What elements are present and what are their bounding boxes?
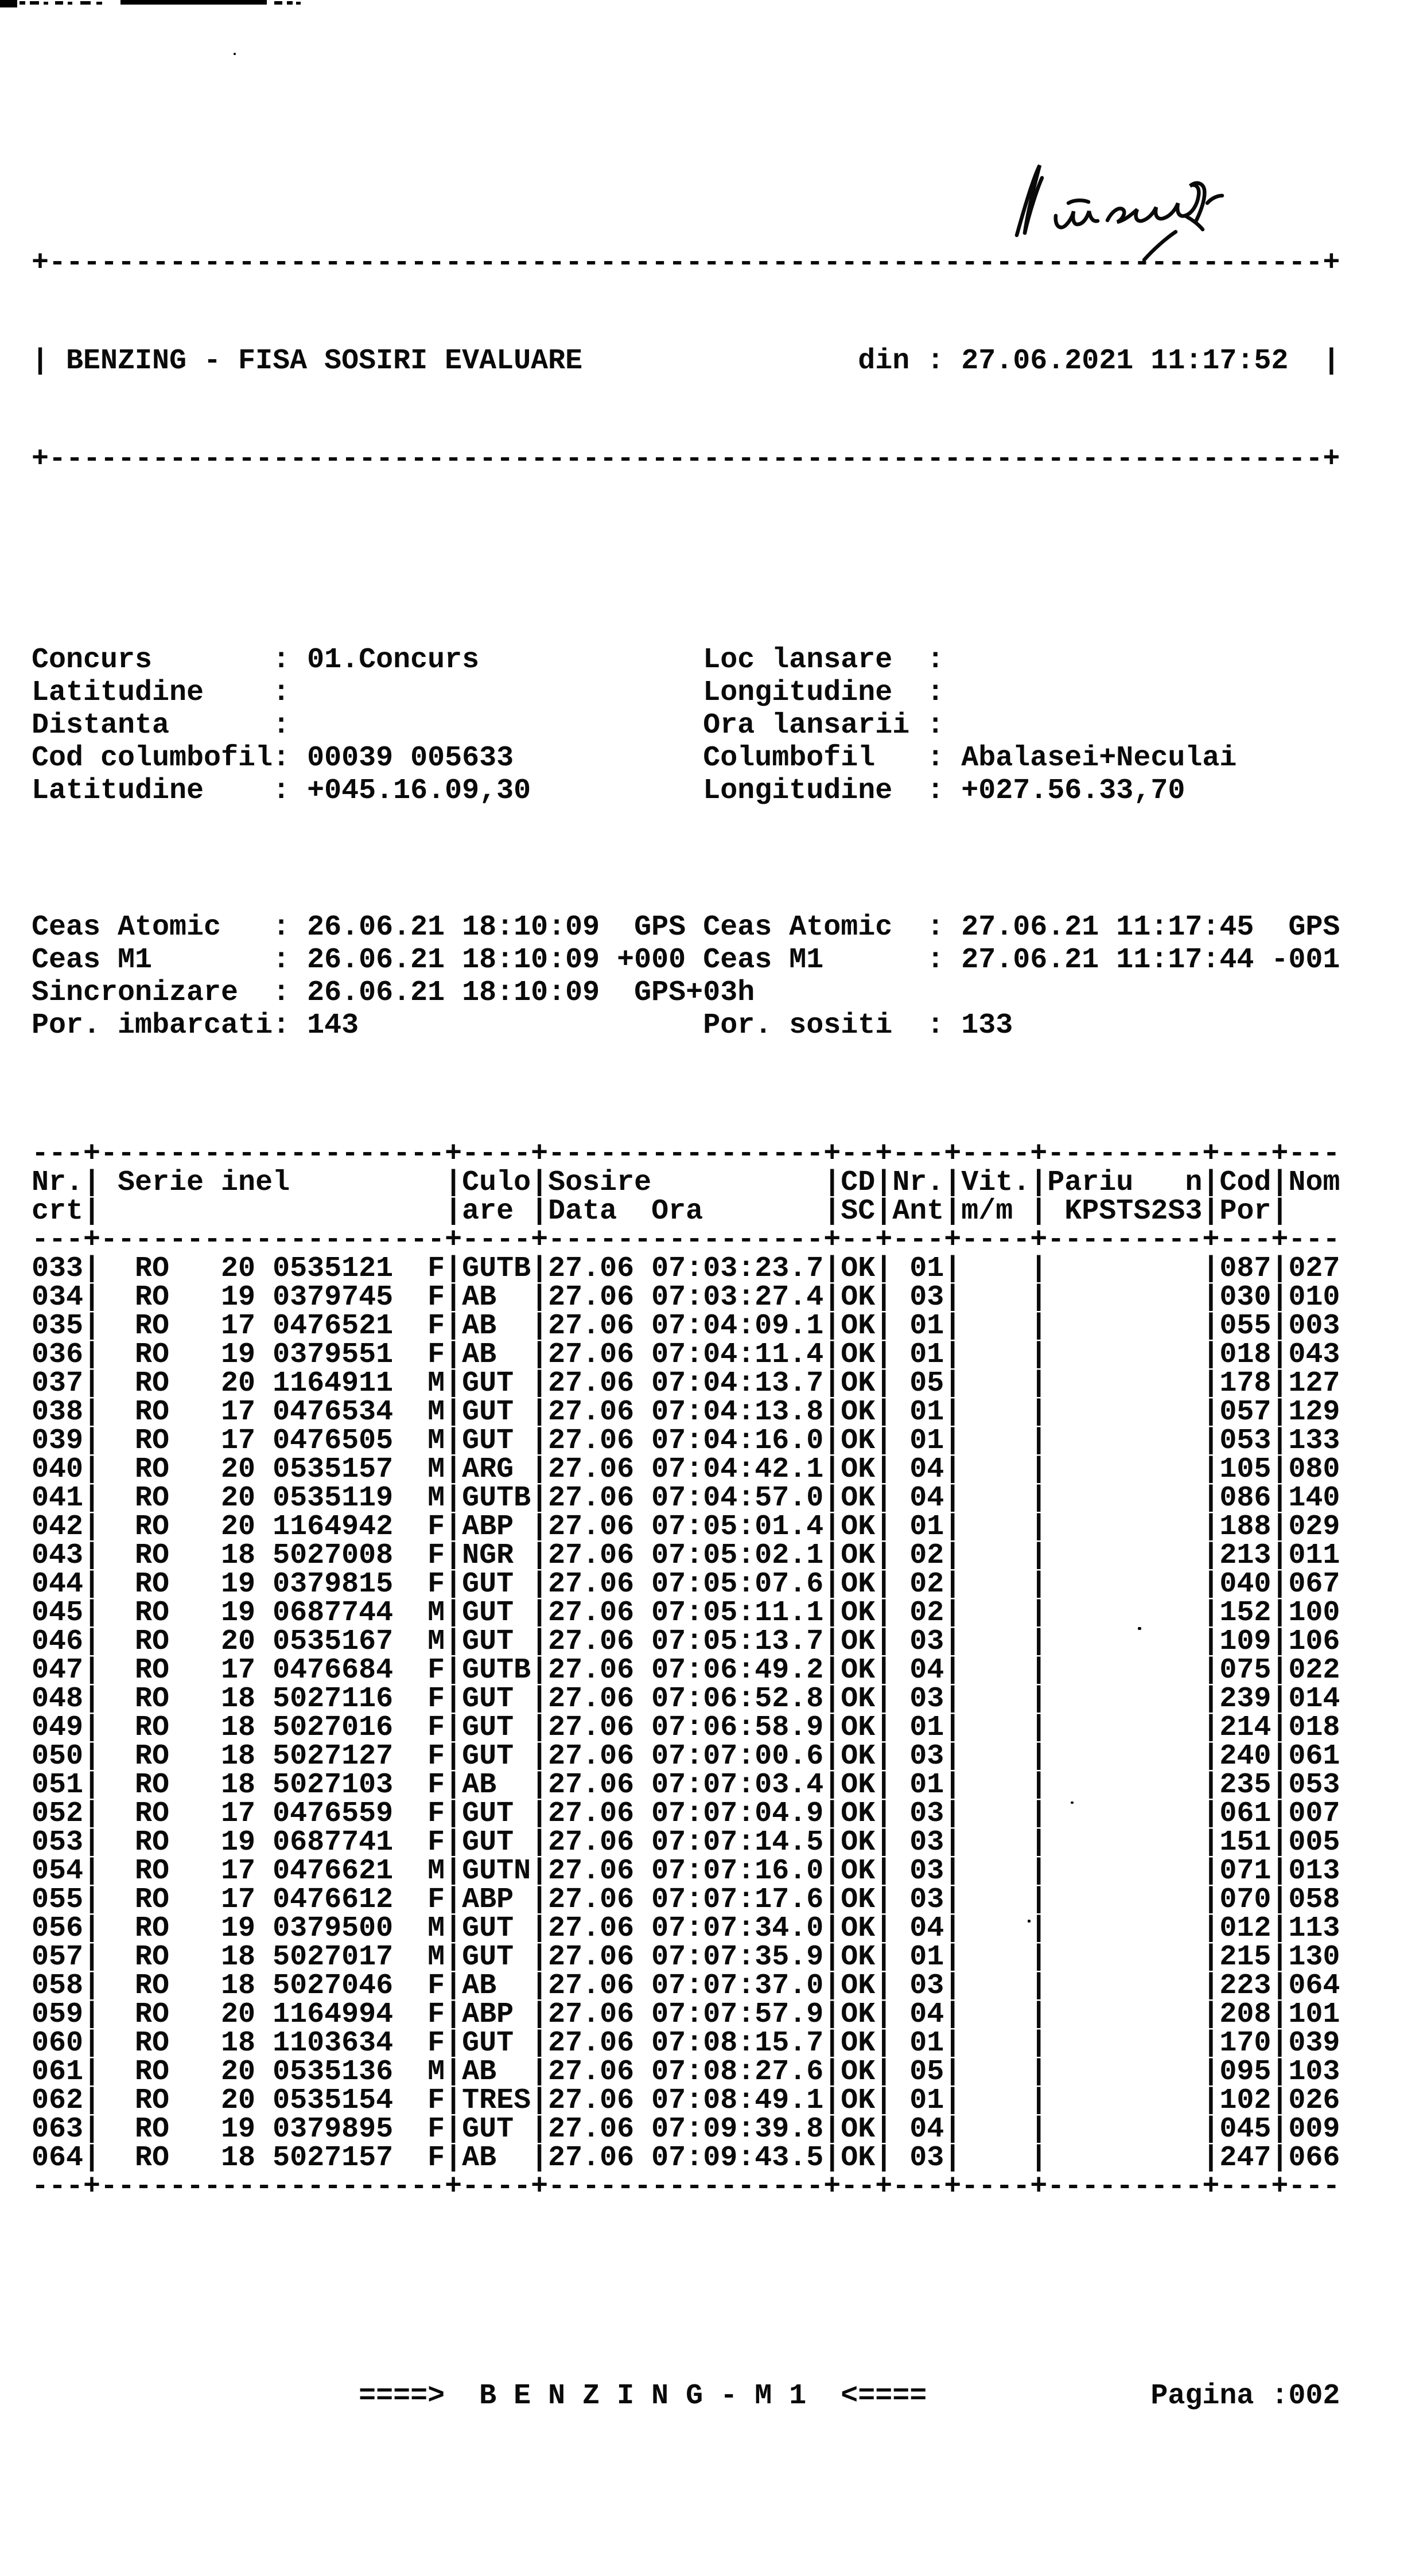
table-row: 051| RO 18 5027103 F|AB |27.06 07:07:03.4|OK| 01| | |235|053 (32, 1769, 1340, 1801)
info-line: Latitudine : +045.16.09,30 Longitudine : +027.56.33,70 (32, 775, 1185, 807)
clock-line: Sincronizare : 26.06.21 18:10:09 GPS+03h (32, 976, 755, 1009)
table-row: 053| RO 19 0687741 F|GUT |27.06 07:07:14.5|OK| 03| | |151|005 (32, 1826, 1340, 1859)
info-line: Distanta : Ora lansarii : (32, 709, 962, 742)
table-row: 057| RO 18 5027017 M|GUT |27.06 07:07:35.9|OK| 01| | |215|130 (32, 1941, 1340, 1974)
clock-line: Ceas M1 : 26.06.21 18:10:09 +000 Ceas M1 : 27.06.21 11:17:44 -001 (32, 944, 1340, 976)
table-row: 050| RO 18 5027127 F|GUT |27.06 07:07:00.6|OK| 03| | |240|061 (32, 1740, 1340, 1773)
table-row: 058| RO 18 5027046 F|AB |27.06 07:07:37.0|OK| 03| | |223|064 (32, 1970, 1340, 2002)
info-line: Concurs : 01.Concurs Loc lansare : (32, 644, 962, 676)
header-title-line: | BENZING - FISA SOSIRI EVALUARE din : 27.06.2021 11:17:52 | (32, 345, 1340, 378)
table-row: 056| RO 19 0379500 M|GUT |27.06 07:07:34.0|OK| 04| | |012|113 (32, 1912, 1340, 1945)
info-line: Latitudine : Longitudine : (32, 676, 962, 709)
table-row: 036| RO 19 0379551 F|AB |27.06 07:04:11.4|OK| 01| | |018|043 (32, 1338, 1340, 1371)
table-row: 034| RO 19 0379745 F|AB |27.06 07:03:27.4|OK| 03| | |030|010 (32, 1281, 1340, 1314)
clock-line: Ceas Atomic : 26.06.21 18:10:09 GPS Ceas Atomic : 27.06.21 11:17:45 GPS (32, 911, 1340, 944)
table-row: 038| RO 17 0476534 M|GUT |27.06 07:04:13.8|OK| 01| | |057|129 (32, 1396, 1340, 1429)
table-separator: ---+--------------------+----+----------------+--+---+----+---------+---+--- (32, 1138, 1340, 1170)
table-row: 035| RO 17 0476521 F|AB |27.06 07:04:09.1|OK| 01| | |055|003 (32, 1310, 1340, 1343)
table-separator: ---+--------------------+----+----------------+--+---+----+---------+---+--- (32, 2170, 1340, 2203)
table-row: 047| RO 17 0476684 F|GUTB|27.06 07:06:49.2|OK| 04| | |075|022 (32, 1654, 1340, 1687)
table-row: 041| RO 20 0535119 M|GUTB|27.06 07:04:57.0|OK| 04| | |086|140 (32, 1482, 1340, 1515)
contest-info-section (32, 644, 1351, 807)
table-row: 039| RO 17 0476505 M|GUT |27.06 07:04:16.0|OK| 01| | |053|133 (32, 1425, 1340, 1457)
table-row: 045| RO 19 0687744 M|GUT |27.06 07:05:11.1|OK| 02| | |152|100 (32, 1597, 1340, 1629)
table-row: 063| RO 19 0379895 F|GUT |27.06 07:09:39.8|OK| 04| | |045|009 (32, 2113, 1340, 2146)
table-row: 054| RO 17 0476621 M|GUTN|27.06 07:07:16.0|OK| 03| | |071|013 (32, 1855, 1340, 1888)
handwritten-slash-mark (1139, 228, 1179, 264)
table-row: 048| RO 18 5027116 F|GUT |27.06 07:06:52.8|OK| 03| | |239|014 (32, 1683, 1340, 1715)
table-row: 064| RO 18 5027157 F|AB |27.06 07:09:43.5|OK| 03| | |247|066 (32, 2142, 1340, 2174)
header-border-top: +--------------------------------------------------------------------------+ (32, 247, 1340, 279)
table-row: 033| RO 20 0535121 F|GUTB|27.06 07:03:23.7|OK| 01| | |087|027 (32, 1252, 1340, 1285)
table-row: 040| RO 20 0535157 M|ARG |27.06 07:04:42.1|OK| 04| | |105|080 (32, 1453, 1340, 1486)
table-row: 055| RO 17 0476612 F|ABP |27.06 07:07:17.6|OK| 03| | |070|058 (32, 1884, 1340, 1916)
header-border-bottom: +--------------------------------------------------------------------------+ (32, 443, 1340, 476)
table-separator: ---+--------------------+----+----------------+--+---+----+---------+---+--- (32, 1224, 1340, 1256)
table-row: 042| RO 20 1164942 F|ABP |27.06 07:05:01.4|OK| 01| | |188|029 (32, 1511, 1340, 1543)
table-row: 059| RO 20 1164994 F|ABP |27.06 07:07:57.9|OK| 04| | |208|101 (32, 1998, 1340, 2031)
table-row: 061| RO 20 0535136 M|AB |27.06 07:08:27.6|OK| 05| | |095|103 (32, 2056, 1340, 2088)
clock-sync-section (32, 911, 1351, 1042)
report-body (32, 83, 1351, 2576)
handwritten-signature (1000, 162, 1229, 239)
table-row: 060| RO 18 1103634 F|GUT |27.06 07:08:15.7|OK| 01| | |170|039 (32, 2027, 1340, 2060)
table-row: 037| RO 20 1164911 M|GUT |27.06 07:04:13.7|OK| 05| | |178|127 (32, 1367, 1340, 1400)
clock-line: Por. imbarcati: 143 Por. sositi : 133 (32, 1009, 1013, 1042)
table-row: 049| RO 18 5027016 F|GUT |27.06 07:06:58.9|OK| 01| | |214|018 (32, 1711, 1340, 1744)
info-line: Cod columbofil: 00039 005633 Columbofil : Abalasei+Neculai (32, 742, 1237, 775)
table-row: 062| RO 20 0535154 F|TRES|27.06 07:08:49.1|OK| 01| | |102|026 (32, 2084, 1340, 2117)
table-row: 044| RO 19 0379815 F|GUT |27.06 07:05:07.6|OK| 02| | |040|067 (32, 1568, 1340, 1601)
arrivals-table (32, 1140, 1351, 2201)
footer-line: ====> B E N Z I N G - M 1 <==== Pagina :002 (32, 2380, 1340, 2412)
table-header-line-1: Nr.| Serie inel |Culo|Sosire |CD|Nr.|Vit.|Pariu n|Cod|Nom (32, 1166, 1340, 1199)
table-header-line-2: crt| |are |Data Ora |SC|Ant|m/m | KPSTS2S3|Por| (32, 1195, 1340, 1228)
dust-speck (234, 53, 236, 55)
table-row: 046| RO 20 0535167 M|GUT |27.06 07:05:13.7|OK| 03| | |109|106 (32, 1625, 1340, 1658)
table-row: 043| RO 18 5027008 F|NGR |27.06 07:05:02.1|OK| 02| | |213|011 (32, 1539, 1340, 1572)
table-row: 052| RO 17 0476559 F|GUT |27.06 07:07:04.9|OK| 03| | |061|007 (32, 1797, 1340, 1830)
